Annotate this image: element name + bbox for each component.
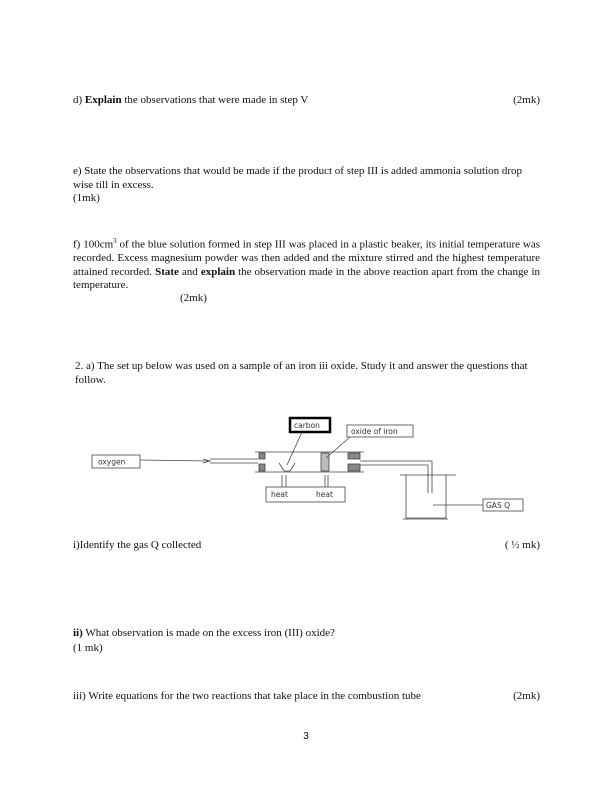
gas-q-label: GAS Q: [486, 501, 510, 510]
heat-label-2: heat: [316, 490, 333, 499]
heat-label-1: heat: [271, 490, 288, 499]
q2ii-marks: (1 mk): [73, 642, 103, 654]
page-number: 3: [303, 731, 309, 742]
question-2a-iii: iii) Write equations for the two reactions that take place in the combustion tube: [73, 690, 421, 702]
question-2a-i: i)Identify the gas Q collected: [73, 539, 202, 551]
q1d-marks: (2mk): [513, 94, 540, 106]
question-1e: e) State the observations that would be made if the product of step III is added ammonia solution drop wise till in excess.: [73, 165, 523, 191]
q1f-text-2: of the blue solution formed in step III was placed in a plastic beaker, its initial temperature was recorded. Excess magnesium powder was then added and the mixture stirred and the highest temperature attained recorded.: [73, 238, 540, 278]
oxygen-label: oxygen: [98, 457, 126, 467]
q2i-marks: ( ½ mk): [504, 539, 540, 551]
q2iii-marks: (2mk): [513, 690, 540, 702]
question-2a-ii: [73, 627, 540, 641]
oxide-label: oxide of iron: [351, 427, 398, 436]
q1d-text: the observations that were made in step V: [121, 94, 309, 106]
q1f-marks: (2mk): [180, 292, 207, 304]
q2ii-text: What observation is made on the excess iron (III) oxide?: [82, 627, 335, 639]
q1d-prefix: d): [73, 94, 85, 106]
q1f-text-1: f) 100cm: [73, 238, 114, 251]
q2ii-label: ii): [73, 627, 83, 639]
carbon-label: carbon: [294, 421, 320, 430]
q1f-bold-state: State: [155, 265, 179, 278]
q1e-marks: (1mk): [73, 192, 100, 204]
plug: [259, 453, 265, 459]
question-2a: 2. a) The set up below was used on a sample of an iron iii oxide. Study it and answer the questions that follow.: [75, 360, 528, 386]
iron-oxide-sample: [321, 453, 329, 471]
q1d-bold: Explain: [84, 94, 122, 106]
q1f-bold-explain: explain: [200, 265, 236, 278]
delivery-tube: [360, 461, 432, 493]
q1f-sup: 3: [113, 237, 117, 245]
q1f-text-3: the observation made in the above reaction apart from the change in temperature.: [73, 265, 540, 292]
q1f-text-mid: and: [178, 265, 201, 278]
